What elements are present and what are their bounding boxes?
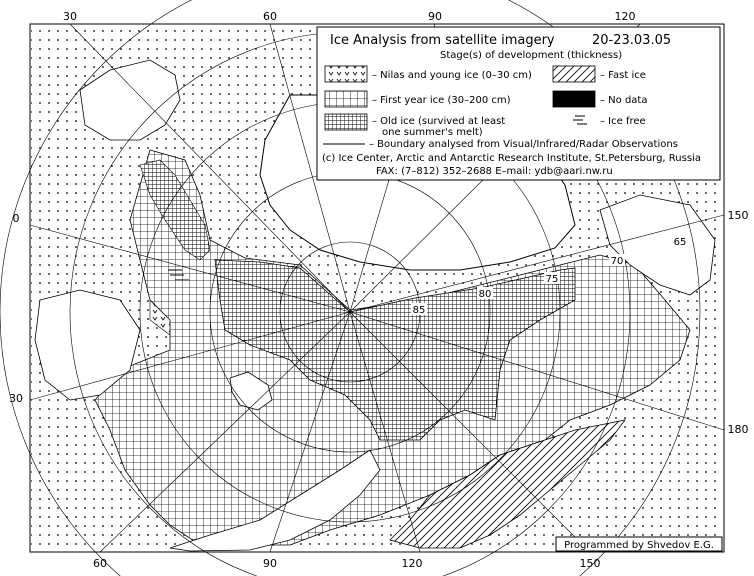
legend-label-boundary: – Boundary analysed from Visual/Infrared/Radar Observations [369,139,678,150]
lon-label-right-150: 150 [727,209,749,222]
lon-label-top-90: 90 [428,10,442,23]
lon-label-bottom-60: 60 [93,557,107,570]
programmed-by-text: Programmed by Shvedov E.G. [564,540,714,551]
lon-label-left-0: 0 [12,212,20,225]
lon-label-top-120: 120 [614,10,636,23]
legend-label-first-year: – First year ice (30–200 cm) [372,95,511,106]
lat-label-80: 80 [478,289,492,300]
lon-label-top-60: 60 [263,10,277,23]
lat-label-65: 65 [673,237,687,248]
legend-title: Ice Analysis from satellite imagery [330,33,555,48]
lon-label-left-30: 30 [9,392,23,405]
swatch-fast-ice [553,66,595,82]
swatch-nilas [325,66,367,82]
lat-label-85: 85 [412,305,426,316]
swatch-no-data [553,91,595,107]
legend-label-nilas: – Nilas and young ice (0–30 cm) [372,70,532,81]
lat-label-70: 70 [610,256,624,267]
programmer-credit [556,537,722,551]
lon-label-bottom-90: 90 [263,557,277,570]
lon-label-bottom-150: 150 [579,557,601,570]
lon-label-right-180: 180 [727,423,749,436]
legend-label-fast-ice: – Fast ice [600,70,646,81]
swatch-first-year [325,91,367,107]
lon-label-bottom-120: 120 [401,557,423,570]
legend-label-old-ice-1: – Old ice (survived at least [372,116,506,127]
legend-contact: FAX: (7–812) 352–2688 E–mail: ydb@aari.nw.ru [376,166,613,177]
lon-label-top-30: 30 [63,10,77,23]
legend-label-old-ice-2: one summer's melt) [382,127,483,138]
legend-label-no-data: – No data [600,95,648,106]
legend-subtitle: Stage(s) of development (thickness) [440,50,623,61]
swatch-old-ice [325,114,367,130]
lat-label-75: 75 [545,274,559,285]
legend [317,27,720,180]
legend-date: 20-23.03.05 [592,33,672,48]
legend-label-ice-free: – Ice free [600,116,646,127]
legend-credit: (c) Ice Center, Arctic and Antarctic Research Institute, St.Petersburg, Russia [322,153,701,164]
